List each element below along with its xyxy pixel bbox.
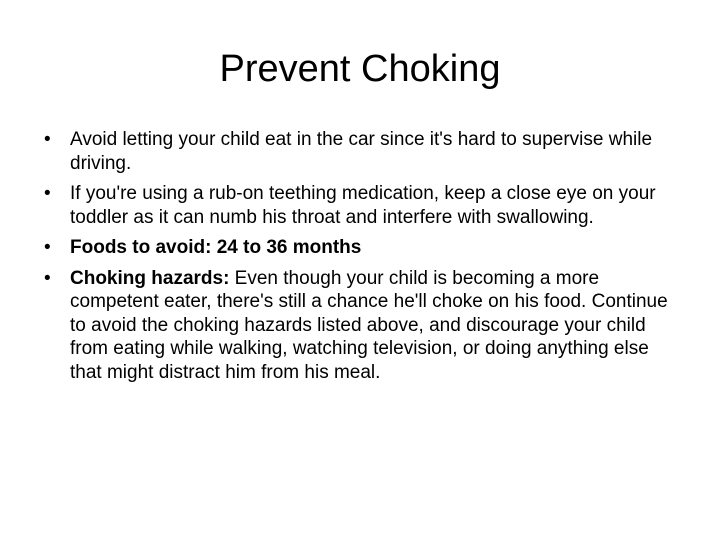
bullet-icon: • (44, 237, 51, 258)
bullet-item (44, 236, 684, 260)
bullet-list (44, 128, 684, 391)
bullet-icon: • (44, 129, 51, 150)
bullet-icon: • (44, 183, 51, 204)
bullet-bold-text: Foods to avoid: 24 to 36 months (70, 237, 362, 258)
bullet-bold-text: Choking hazards: (70, 267, 230, 289)
bullet-item (44, 182, 684, 229)
bullet-text: Even though your child is becoming a more competent eater, there's still a chance he'll choke on his food. Continue to avoid the choking hazards listed above, and discourage your child from eating while walking, watching television, or doing anything else that might distract him from his meal. (70, 267, 668, 383)
slide-title: Prevent Choking (219, 48, 501, 90)
bullet-text: If you're using a rub-on teething medication, keep a close eye on your toddler as it can numb his throat and interfere with swallowing. (70, 183, 656, 228)
bullet-item (44, 128, 684, 175)
bullet-item (44, 267, 684, 385)
bullet-text: Avoid letting your child eat in the car since it's hard to supervise while driving. (70, 129, 653, 174)
bullet-icon: • (44, 267, 51, 289)
